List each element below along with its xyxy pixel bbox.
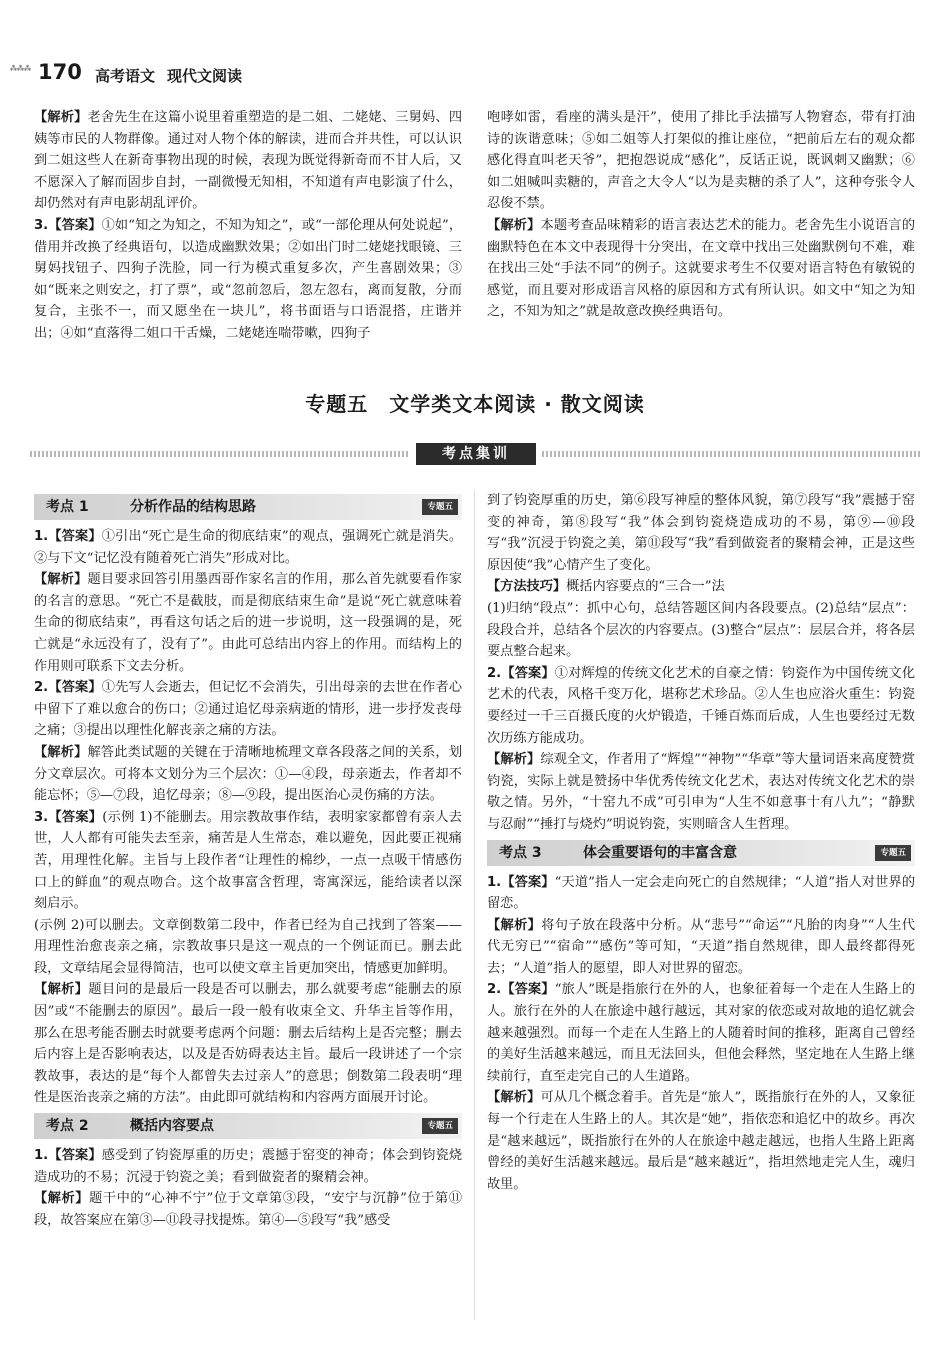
book-title: 高考语文	[95, 67, 156, 85]
analysis-paragraph: 【解析】解答此类试题的关键在于清晰地梳理文章各段落之间的关系，划分文章层次。可将本文划分为三个层次：①—④段，母亲逝去，作者却不能忘怀；⑤—⑦段，追忆母亲；⑧—⑨段，提出医治心灵伤痛的方法。	[34, 744, 463, 804]
banner-label: 考点集训	[416, 443, 536, 465]
side-marks: ⁂⁂⁂	[10, 65, 31, 73]
answer-paragraph: 1.【答案】①引出“死亡是生命的彻底结束”的观点，强调死亡就是消失。②与下文“记忆没有随着死亡消失”形成对比。	[34, 529, 463, 566]
analysis-paragraph: 【解析】题目要求回答引用墨西哥作家名言的作用，那么首先就要看作家的名言的意思。“死亡不是截肢，而是彻底结束生命”是说“死亡就意味着生命的彻底结束”，再看这句话之后的进一步说明，这一段强调的是，死亡就是“永远没有了，没有了”。由此可总结出内容上的作用。而结构上的作用则可联系下文去分析。	[34, 572, 463, 674]
column-divider	[474, 490, 475, 1320]
topic-badge: 专题五	[422, 499, 458, 515]
analysis-paragraph: 【解析】可从几个概念着手。首先是“旅人”，既指旅行在外的人，又象征每一个行走在人生路上的人。其次是“她”，指依恋和追忆中的故乡。再次是“越来越远”，既指旅行在外的人在旅途中越走越远，也指人生路上距离曾经的美好生活越来越远。最后是“越来越近”，指坦然地走完人生，魂归故里。	[487, 1090, 916, 1192]
kaodian-3-bar: 考点 3 体会重要语句的丰富含意 专题五	[487, 840, 915, 866]
analysis-paragraph: 【解析】本题考查品味精彩的语言表达艺术的能力。老舍先生小说语言的幽默特色在本文中表现得十分突出，在文章中找出三处幽默例句不难，难在找出三处“手法不同”的例子。这就要求考生不仅要对语言特色有敏锐的感觉，而且要对形成语言风格的原因和方式有所认识。如文中“知之为知之，不知为知之”就是故意改换经典语句。	[487, 217, 916, 320]
left-column	[34, 490, 462, 1231]
analysis-paragraph: 【解析】综观全文，作者用了“辉煌”“神物”“华章”等大量词语来高度赞赏钧瓷，实际上就是赞扬中华优秀传统文化艺术，表达对传统文化艺术的崇敬之情。另外，“十窑九不成”可引申为“人生不如意事十有八九”；“静默与忍耐”“捶打与烧灼”明说钧瓷，实则暗含人生哲理。	[487, 752, 915, 832]
answer-paragraph: 1.【答案】感受到了钧瓷厚重的历史；震撼于窑变的神奇；体会到钧瓷烧造成功的不易；沉浸于钧瓷之美；看到做瓷者的聚精会神。	[34, 1148, 463, 1185]
banner-dots-right	[542, 451, 922, 457]
running-title	[95, 65, 254, 86]
banner-dots-left	[30, 451, 410, 457]
banner	[30, 443, 920, 465]
answer-paragraph: 2.【答案】“旅人”既是指旅行在外的人，也象征着每一个走在人生路上的人。旅行在外的人在旅途中越行越远，其对家的依恋或对故地的追忆就会越来越强烈。而每一个走在人生路上的人随着时间的推移，距离自己曾经的美好生活越来越远，而且无法回头，但他会释然，坚定地在人生路上继续前行，直至走完自己的人生道路。	[487, 982, 916, 1084]
answer-paragraph: 3.【答案】①如“知之为知之，不知为知之”，或“一部伦理从何处说起”，借用并改换了经典语句，以造成幽默效果；②如出门时二姥姥找眼镜、三舅妈找钮子、四狗子洗脸，同一行为模式重复多次，产生喜剧效果；③如“既来之则安之，打了票”，或“忽前忽后，忽左忽右，离而复散，分而复合，主张不一，而又愿坐在一块儿”，将书面语与口语混搭，庄谐并出；④如“直落得二姐口干舌燥，二姥姥连喘带嗽，四狗子	[34, 217, 463, 341]
right-column	[487, 490, 915, 1195]
analysis-continuation: 到了钧瓷厚重的历史，第⑥段写神垕的整体风貌，第⑦段写“我”震撼于窑变的神奇，第⑧段写“我”体会到钧瓷烧造成功的不易，第⑨—⑩段写“我”沉浸于钧瓷之美，第⑪段写“我”看到做瓷者的聚精会神，正是这些原因使“我”心情产生了变化。	[487, 493, 915, 573]
analysis-paragraph: 【解析】老舍先生在这篇小说里着重塑造的是二姐、二姥姥、三舅妈、四姨等市民的人物群像。通过对人物个体的解读，进而合并共性，可以认识到二姐这些人在新奇事物出现的时候，表现为既觉得新奇而不甘人后，又不愿深入了解而固步自封，一副微慢无知相，不知道有声电影演了什么，却仍然对有声电影胡乱评价。	[34, 110, 463, 212]
section-title: 专题五 文学类文本阅读 · 散文阅读	[305, 392, 645, 416]
top-right-column	[487, 107, 915, 323]
answer-paragraph: 3.【答案】(示例 1)不能删去。用宗教故事作结，表明家家都曾有亲人去世，人人都有可能失去至亲，痛苦是人生常态，难以避免，因此要正视痛苦，用理性化解。主旨与上段作者“让理性的棉纱，一点一点吸干情感伤口上的鲜血”的观点吻合。这个故事富含哲理，寄寓深远，能给读者以深刻启示。	[34, 809, 462, 912]
kaodian-2-bar: 考点 2 概括内容要点 专题五	[34, 1113, 462, 1139]
analysis-paragraph: 【解析】题目问的是最后一段是否可以删去，那么就要考虑“能删去的原因”或“不能删去的原因”。最后一段一般有收束全文、升华主旨等作用，那么在思考能否删去时就要考虑两个问题：删去后结构上是否完整；删去后内容上是否影响表达，以及是否妨碍表达主旨。最后一段讲述了一个宗教故事，表达的是“每个人都曾失去过亲人”的意思；倒数第二段表明“理性是医治丧亲之痛的方法”。由此即可就结构和内容两方面展开讨论。	[34, 982, 462, 1106]
page-number: 170	[38, 60, 82, 84]
method-tip-body: (1)归纳“段点”：抓中心句，总结答题区间内各段要点。(2)总结“层点”：段段合并，总结各个层次的内容要点。(3)整合“层点”：层层合并，将各层要点整合起来。	[487, 600, 915, 660]
answer-paragraph: 2.【答案】①先写人会逝去，但记忆不会消失，引出母亲的去世在作者心中留下了难以愈合的伤口；②通过追忆母亲病逝的情形，进一步抒发丧母之痛；③提出以理性化解丧亲之痛的方法。	[34, 680, 463, 739]
top-left-column	[34, 107, 462, 345]
answer-paragraph: 2.【答案】①对辉煌的传统文化艺术的自豪之情：钧瓷作为中国传统文化艺术的代表，风格千变万化，堪称艺术珍品。②人生也应浴火重生：钧瓷要经过一千三百摄氏度的火炉锻造，千锤百炼而后成，人生也要经过无数次历练方能成功。	[487, 665, 916, 746]
answer-paragraph: 1.【答案】“天道”指人一定会走向死亡的自然规律；“人道”指人对世界的留恋。	[487, 874, 916, 912]
analysis-paragraph: 【解析】题干中的“心神不宁”位于文章第③段，“安宁与沉静”位于第⑪段，故答案应在第③—⑪段寻找提炼。第④—⑤段写“我”感受	[34, 1191, 463, 1228]
topic-badge: 专题五	[875, 845, 911, 861]
kaodian-1-bar: 考点 1 分析作品的结构思路 专题五	[34, 494, 462, 520]
answer-example-2: (示例 2)可以删去。文章倒数第二段中，作者已经为自己找到了答案——用理性治愈丧亲之痛，宗教故事只是这一观点的一个例证而已。删去此段，文章结尾会显得简洁，也可以使文章主旨更加突出，情感更加鲜明。	[34, 917, 462, 976]
section-name: 现代文阅读	[167, 67, 243, 85]
method-tip: 【方法技巧】概括内容要点的“三合一”法	[487, 579, 725, 595]
answer-continuation: 咆哮如雷，看座的满头是汗”，使用了排比手法描写人物窘态，带有打油诗的诙谐意味；⑤如二姐等人打架似的推让座位，“把前后左右的观众都感化得直叫老天爷”，把抱怨说成“感化”，反话正说，既讽刺又幽默；⑥如二姐喊叫卖糖的，声音之大令人“以为是卖糖的杀了人”，这种夸张令人忍俊不禁。	[487, 110, 915, 212]
topic-badge: 专题五	[422, 1118, 458, 1134]
analysis-paragraph: 【解析】将句子放在段落中分析。从“悲号”“命运”“凡胎的肉身”“人生代代无穷已”“宿命”“感伤”等可知，“天道”指自然规律，即人最终都得死去；“人道”指人的愿望，即人对世界的留恋。	[487, 917, 915, 976]
